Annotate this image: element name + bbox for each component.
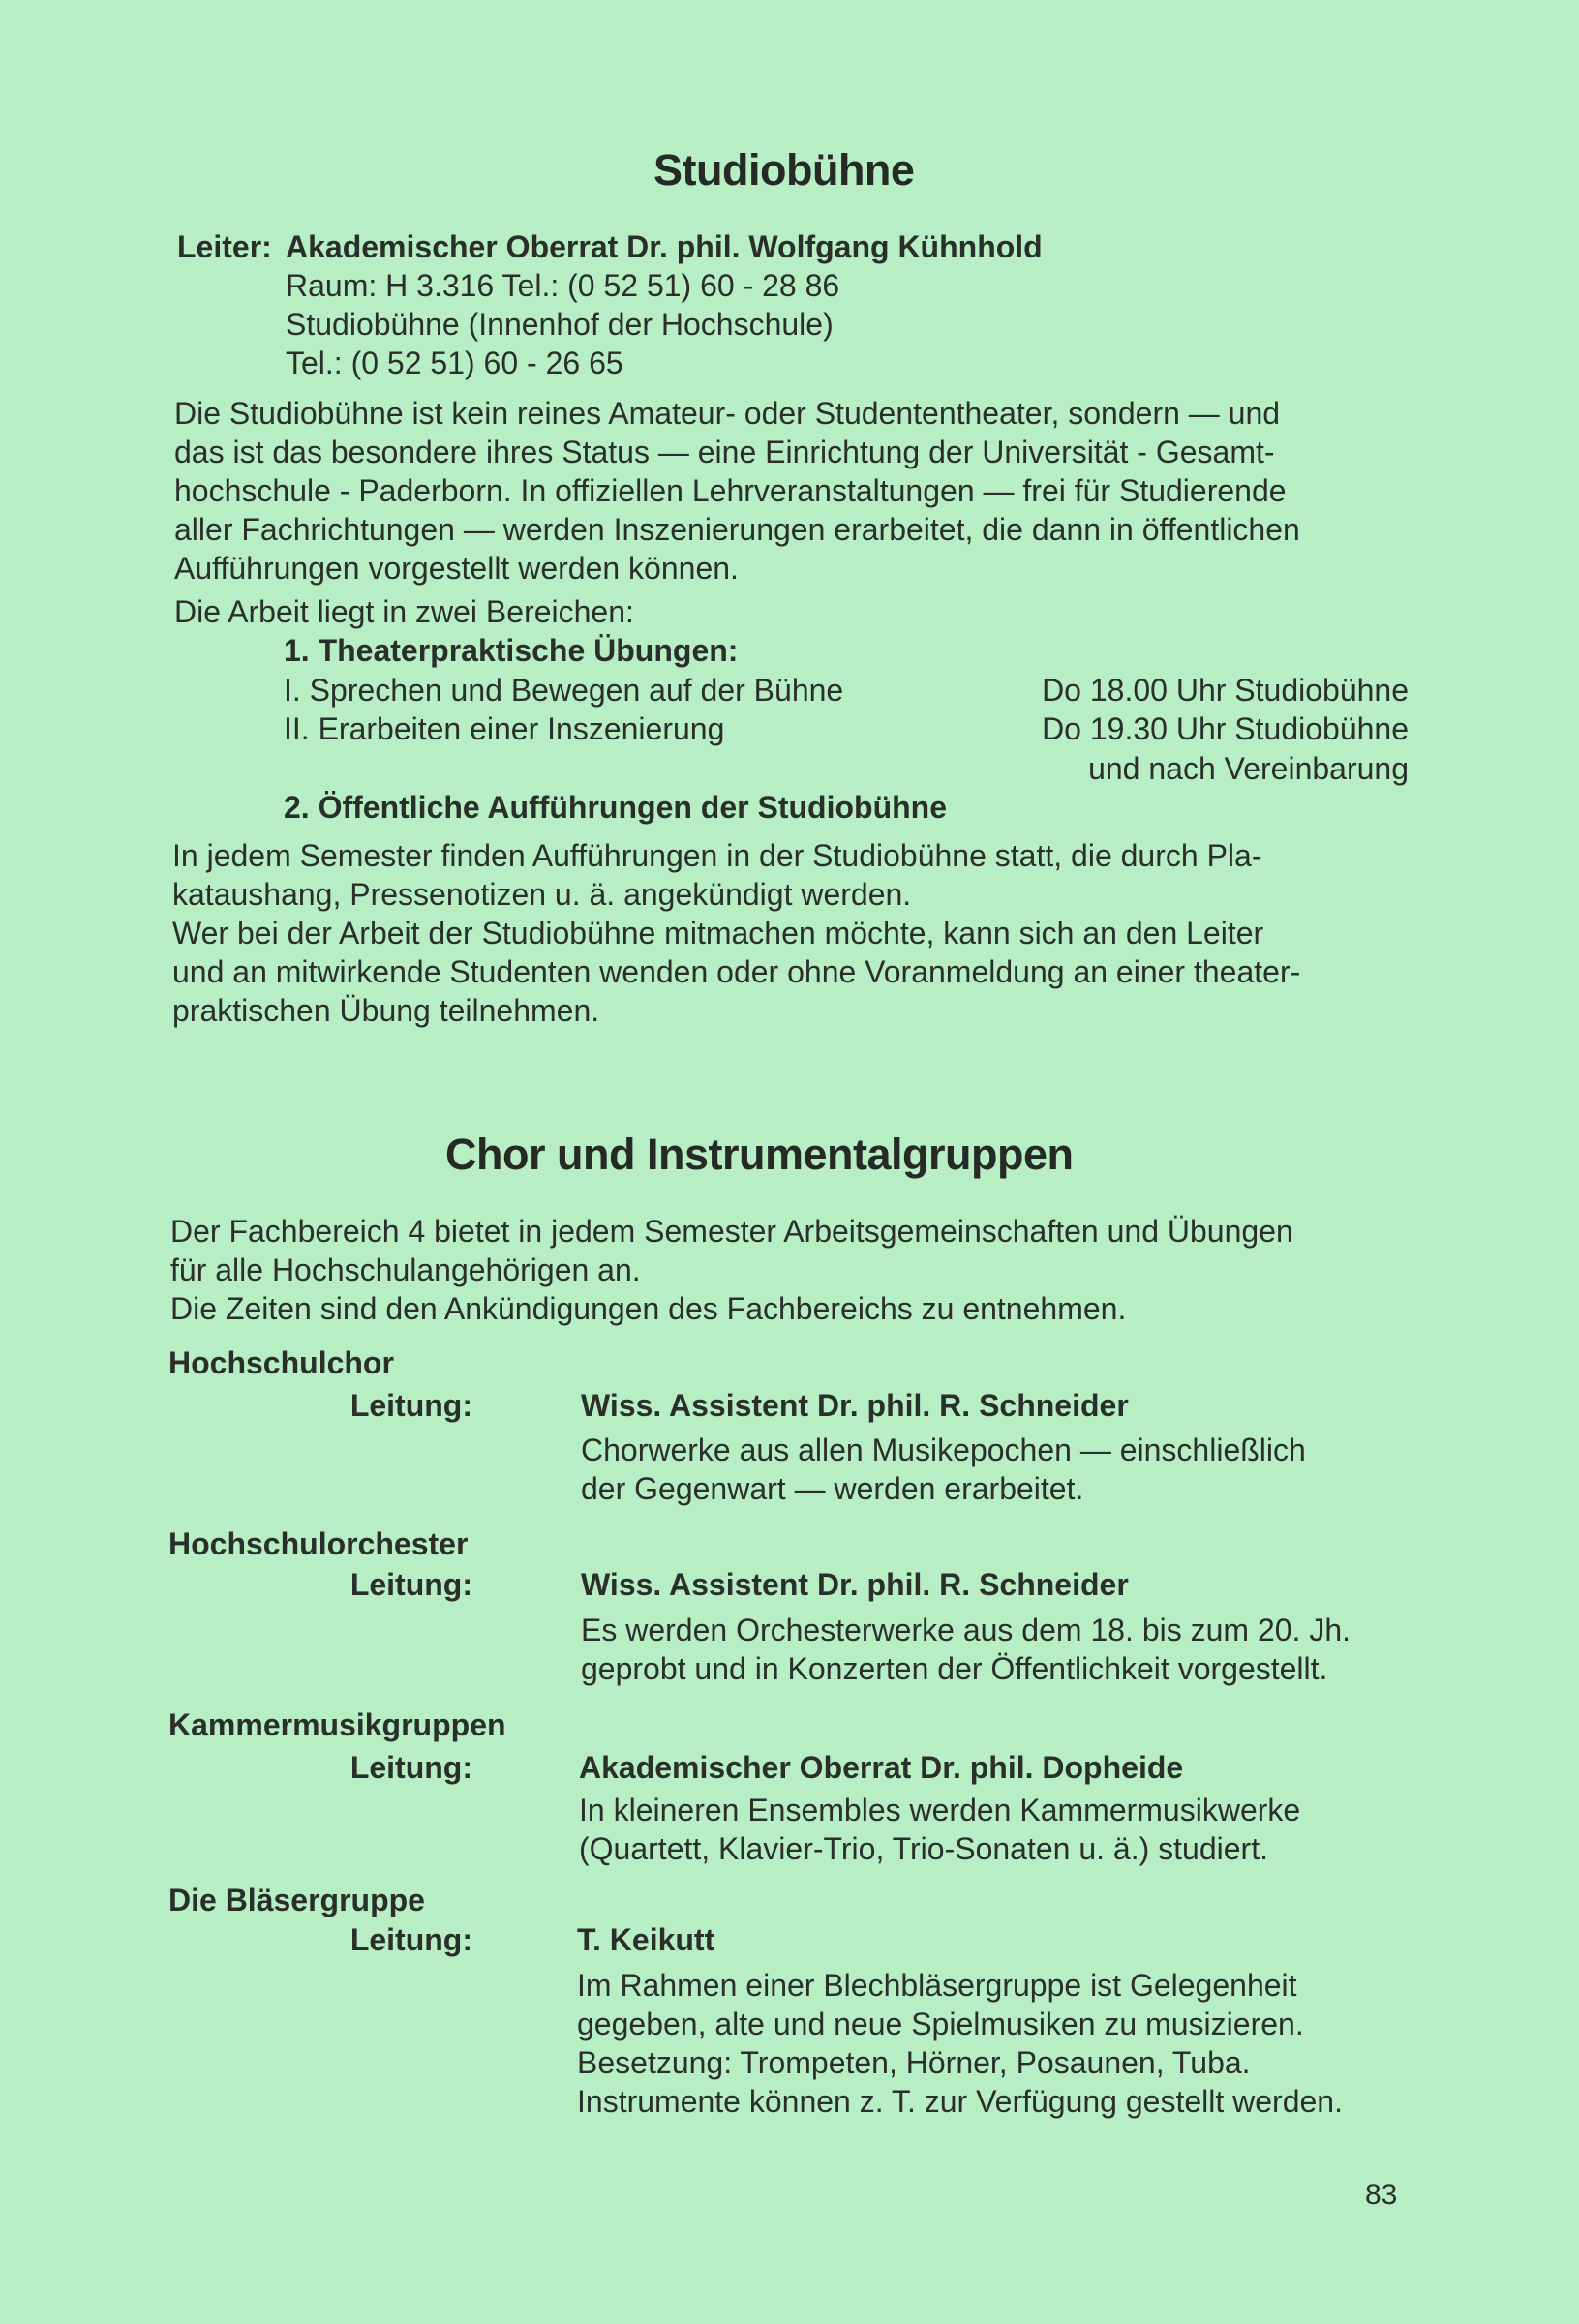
leiter-name: Akademischer Oberrat Dr. phil. Wolfgang Kühnhold	[286, 229, 1043, 264]
chor-intro	[170, 1212, 1293, 1328]
leitung-label: Leitung:	[349, 1388, 472, 1423]
area1-item-label: I. Sprechen und Bewegen auf der Bühne	[284, 673, 844, 708]
text-line: Die Studiobühne ist kein reines Amateur- oder Studententheater, sondern — und	[174, 396, 1281, 431]
areas-intro: Die Arbeit liegt in zwei Bereichen:	[174, 594, 634, 629]
text-line: Aufführungen vorgestellt werden können.	[174, 551, 739, 586]
contact-line-location: Studiobühne (Innenhof der Hochschule)	[286, 307, 834, 342]
area1-item-label: II. Erarbeiten einer Inszenierung	[284, 711, 725, 746]
group-leader: Akademischer Oberrat Dr. phil. Dopheide	[579, 1750, 1184, 1785]
leitung-label: Leitung:	[349, 1922, 472, 1957]
text-line: hochschule - Paderborn. In offiziellen Lehrveranstaltungen — frei für Studierende	[174, 473, 1287, 508]
group-desc-line: gegeben, alte und neue Spielmusiken zu musizieren.	[577, 2007, 1304, 2041]
group-name-hochschulorchester: Hochschulorchester	[168, 1526, 469, 1561]
text-line: Der Fachbereich 4 bietet in jedem Semester Arbeitsgemeinschaften und Übungen	[170, 1214, 1293, 1249]
text-line: Die Zeiten sind den Ankündigungen des Fachbereichs zu entnehmen.	[170, 1291, 1127, 1326]
group-desc-line: (Quartett, Klavier-Trio, Trio-Sonaten u. ä.) studiert.	[579, 1831, 1268, 1866]
group-desc-line: der Gegenwart — werden erarbeitet.	[581, 1471, 1084, 1506]
group-name-blaesergruppe: Die Bläsergruppe	[168, 1883, 425, 1917]
text-line: praktischen Übung teilnehmen.	[172, 993, 600, 1028]
studiobuehne-intro	[174, 394, 1300, 588]
contact-line-phone: Tel.: (0 52 51) 60 - 26 65	[286, 346, 623, 380]
text-line: das ist das besondere ihres Status — eine Einrichtung der Universität - Gesamt-	[174, 435, 1275, 469]
group-desc-line: Es werden Orchesterwerke aus dem 18. bis zum 20. Jh.	[581, 1613, 1351, 1647]
group-desc-line: In kleineren Ensembles werden Kammermusikwerke	[579, 1793, 1301, 1827]
area2-heading: 2. Öffentliche Aufführungen der Studiobühne	[284, 790, 947, 825]
group-desc-line: geprobt und in Konzerten der Öffentlichkeit vorgestellt.	[581, 1651, 1328, 1686]
text-line: aller Fachrichtungen — werden Inszenierungen erarbeitet, die dann in öffentlichen	[174, 512, 1300, 547]
leitung-label: Leitung:	[349, 1750, 472, 1785]
page-number: 83	[1365, 2179, 1398, 2211]
leitung-label: Leitung:	[349, 1567, 472, 1602]
group-desc-line: Besetzung: Trompeten, Hörner, Posaunen, Tuba.	[577, 2045, 1251, 2080]
group-desc-line: Chorwerke aus allen Musikepochen — einschließlich	[581, 1433, 1306, 1467]
group-leader: Wiss. Assistent Dr. phil. R. Schneider	[581, 1567, 1129, 1602]
leiter-label: Leiter:	[177, 229, 272, 264]
group-name-hochschulchor: Hochschulchor	[168, 1345, 394, 1380]
group-desc-line: Instrumente können z. T. zur Verfügung gestellt werden.	[577, 2084, 1343, 2119]
group-name-kammermusikgruppen: Kammermusikgruppen	[168, 1707, 506, 1742]
area1-heading: 1. Theaterpraktische Übungen:	[284, 633, 739, 668]
contact-line-room: Raum: H 3.316 Tel.: (0 52 51) 60 - 28 86	[286, 268, 840, 303]
group-desc-line: Im Rahmen einer Blechbläsergruppe ist Gelegenheit	[577, 1968, 1297, 2003]
area1-note: und nach Vereinbarung	[1088, 751, 1409, 786]
text-line: für alle Hochschulangehörigen an.	[170, 1253, 641, 1287]
text-line: kataushang, Pressenotizen u. ä. angekündigt werden.	[172, 877, 912, 912]
group-leader: Wiss. Assistent Dr. phil. R. Schneider	[581, 1388, 1129, 1423]
group-leader: T. Keikutt	[577, 1922, 715, 1957]
section-title-chor: Chor und Instrumentalgruppen	[445, 1130, 1074, 1179]
section-title-studiobuehne: Studiobühne	[653, 145, 915, 195]
studiobuehne-closing	[172, 836, 1300, 1030]
text-line: und an mitwirkende Studenten wenden oder ohne Voranmeldung an einer theater-	[172, 954, 1301, 989]
text-line: Wer bei der Arbeit der Studiobühne mitmachen möchte, kann sich an den Leiter	[172, 916, 1264, 951]
area1-item-time: Do 19.30 Uhr Studiobühne	[1042, 711, 1409, 746]
text-line: In jedem Semester finden Aufführungen in der Studiobühne statt, die durch Pla-	[172, 838, 1262, 873]
area1-item-time: Do 18.00 Uhr Studiobühne	[1042, 673, 1409, 708]
